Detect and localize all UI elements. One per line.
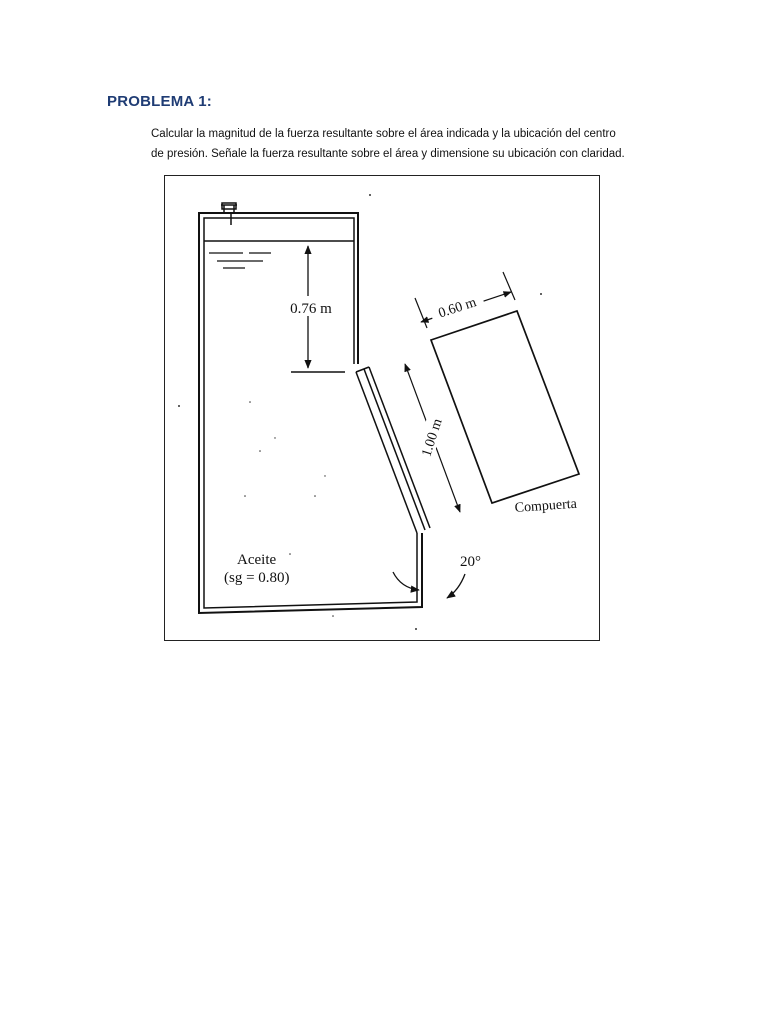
gate-rectangle bbox=[431, 311, 579, 503]
fluid-sg-label: (sg = 0.80) bbox=[224, 570, 290, 586]
angle-arc-left bbox=[393, 572, 419, 590]
problem-statement bbox=[151, 124, 671, 164]
problem-heading: PROBLEMA 1: bbox=[107, 93, 212, 110]
gate-width-extension-right bbox=[503, 272, 515, 300]
gate-width-label: 0.60 m bbox=[436, 295, 479, 322]
statement-line-1: Calcular la magnitud de la fuerza resultante sobre el área indicada y la ubicación del centro bbox=[151, 128, 616, 140]
tank-gate-figure bbox=[164, 175, 600, 641]
tank-wall-outer bbox=[199, 213, 422, 613]
gate-width-extension-left bbox=[415, 298, 427, 328]
gate-name-label: Compuerta bbox=[514, 496, 578, 516]
surface-symbol-icon bbox=[209, 253, 271, 268]
angle-label: 20° bbox=[460, 554, 481, 570]
depth-label: 0.76 m bbox=[290, 301, 332, 317]
tank-wall-inner bbox=[204, 218, 417, 608]
scan-speckles bbox=[178, 194, 542, 630]
tank-gate-diagram bbox=[165, 176, 601, 642]
statement-line-2: de presión. Señale la fuerza resultante sobre el área y dimensione su ubicación con claridad. bbox=[151, 148, 625, 160]
gate-length-label: 1.00 m bbox=[419, 417, 446, 459]
angle-arc-right bbox=[447, 574, 465, 598]
fluid-name-label: Aceite bbox=[237, 552, 277, 568]
